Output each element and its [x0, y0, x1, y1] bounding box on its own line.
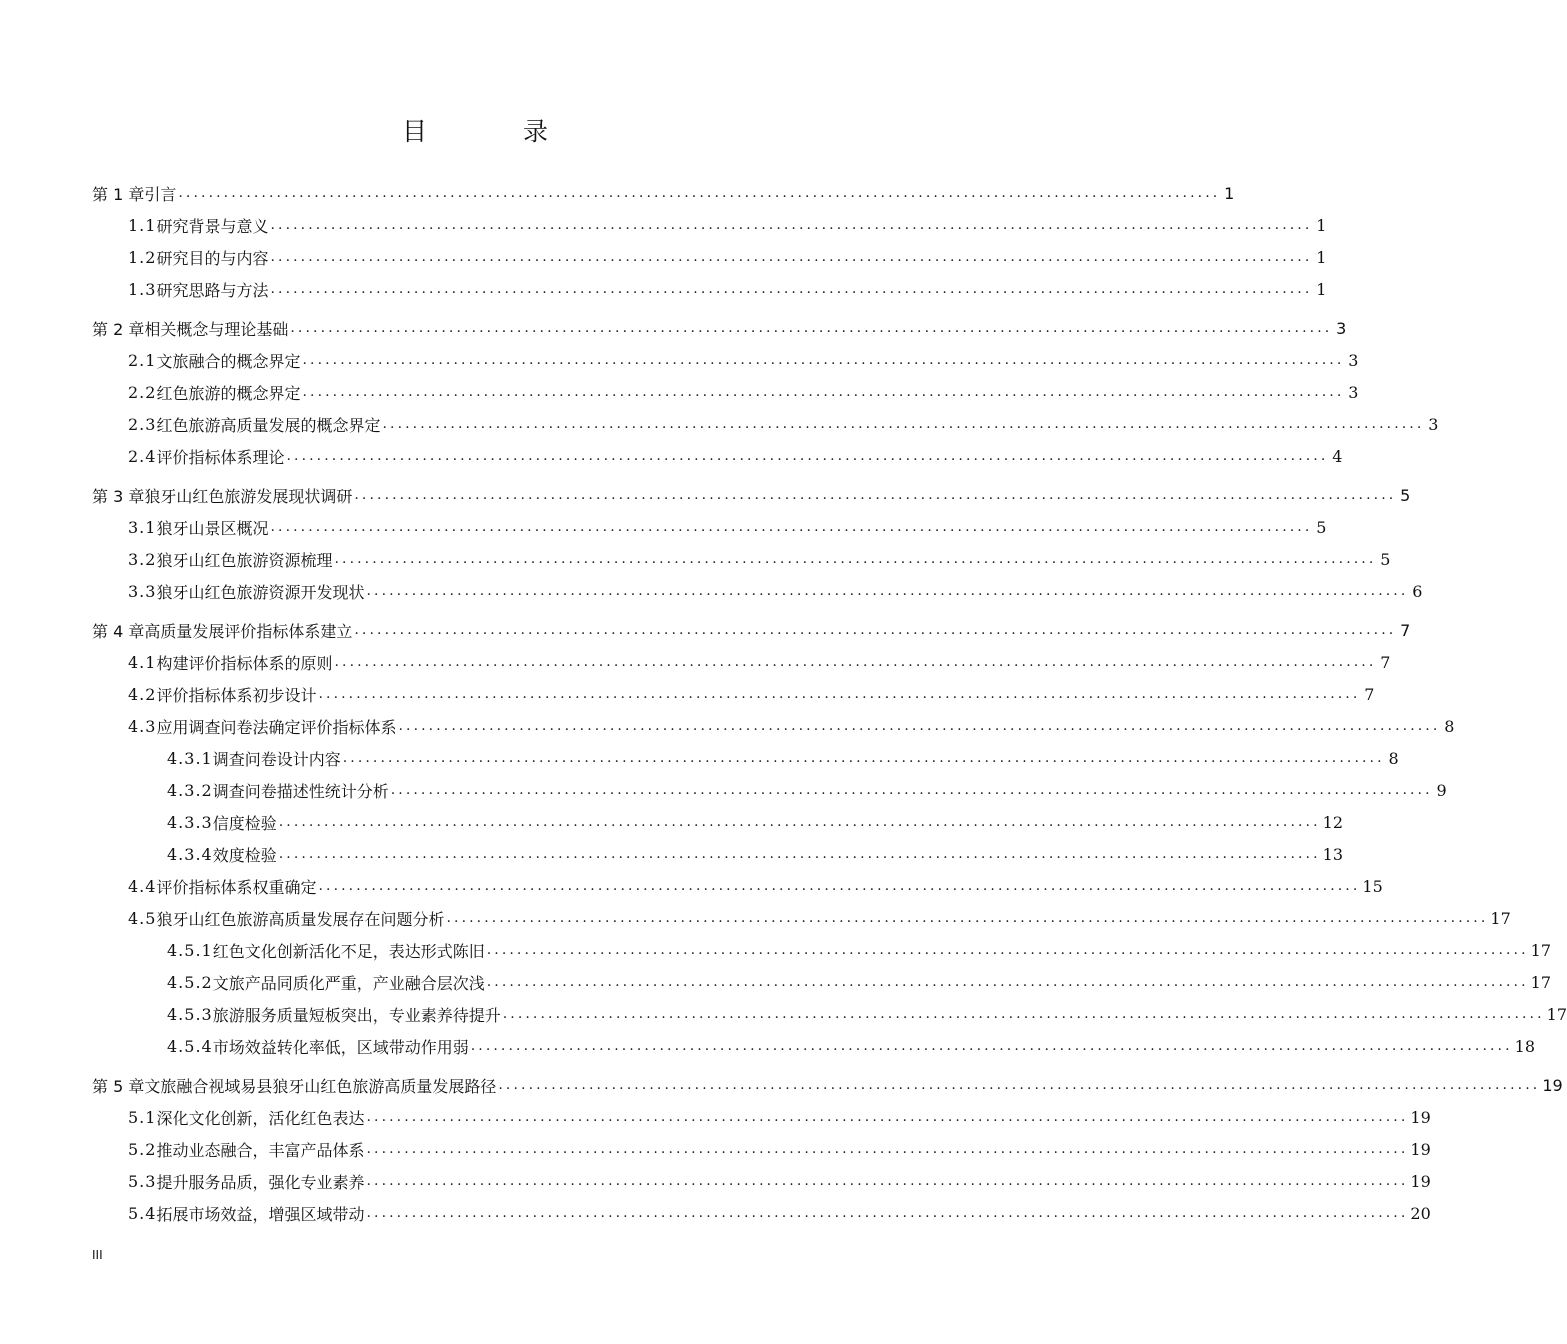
toc-dot-leader: .......................................................................................................................................... [366, 1141, 1409, 1157]
toc-entry-number: 2.3 [128, 414, 157, 434]
toc-subsection-entry[interactable] [92, 774, 1447, 806]
toc-entry-number: 5.4 [128, 1203, 157, 1223]
toc-entry-title: 狼牙山红色旅游资源梳理 [156, 550, 333, 570]
toc-entry-page: 19 [1410, 1171, 1431, 1191]
toc-entry-number: 4.3.1 [167, 748, 213, 768]
toc-section-entry[interactable] [92, 575, 1423, 607]
toc-entry-number: 4.5.4 [167, 1036, 213, 1056]
page-number-footer: III [92, 1248, 103, 1262]
toc-entry-title: 文旅融合视域易县狼牙山红色旅游高质量发展路径 [144, 1076, 497, 1096]
toc-entry-title: 研究思路与方法 [156, 280, 269, 300]
toc-section-entry[interactable] [92, 1101, 1431, 1133]
toc-chapter-entry[interactable] [92, 1069, 1563, 1101]
toc-entry-number: 2.4 [128, 446, 157, 466]
toc-entry-title: 评价指标体系理论 [156, 447, 285, 467]
toc-dot-leader: .......................................................................................................................................... [354, 622, 1397, 638]
toc-entry-number: 3.1 [128, 517, 157, 537]
toc-entry-page: 7 [1380, 652, 1391, 672]
toc-entry-page: 12 [1322, 812, 1344, 832]
toc-entry-title: 红色旅游的概念界定 [156, 383, 301, 403]
toc-dot-leader: .......................................................................................................................................... [366, 1173, 1409, 1189]
toc-entry-number: 第 1 章 [92, 184, 145, 204]
toc-entry-page: 19 [1410, 1107, 1431, 1127]
toc-entry-number: 4.5.2 [167, 972, 213, 992]
toc-entry-page: 1 [1224, 183, 1235, 203]
toc-section-entry[interactable] [92, 1165, 1431, 1197]
toc-entry-title: 拓展市场效益，增强区域带动 [156, 1204, 365, 1224]
toc-entry-title: 调查问卷设计内容 [212, 749, 341, 769]
toc-dot-leader: .......................................................................................................................................... [390, 782, 1433, 798]
toc-entry-page: 5 [1380, 549, 1391, 569]
toc-chapter-entry[interactable] [92, 177, 1235, 209]
toc-entry-page: 8 [1388, 748, 1399, 768]
toc-entry-page: 17 [1530, 972, 1552, 992]
toc-entry-number: 第 3 章 [92, 486, 145, 506]
toc-entry-page: 8 [1444, 716, 1455, 736]
toc-dot-leader: .......................................................................................................................................... [270, 281, 1313, 297]
toc-entry-number: 4.2 [128, 684, 157, 704]
toc-entry-number: 5.3 [128, 1171, 157, 1191]
toc-dot-leader: .......................................................................................................................................... [366, 1205, 1409, 1221]
toc-section-entry[interactable] [92, 209, 1327, 241]
toc-subsection-entry[interactable] [92, 1030, 1536, 1062]
toc-subsection-entry[interactable] [92, 838, 1344, 870]
toc-entry-page: 3 [1336, 318, 1347, 338]
toc-entry-title: 效度检验 [212, 845, 277, 865]
toc-entry-page: 7 [1364, 684, 1375, 704]
toc-dot-leader: .......................................................................................................................................... [178, 185, 1221, 201]
toc-entry-page: 4 [1332, 446, 1343, 466]
toc-entry-page: 7 [1400, 620, 1411, 640]
toc-entry-title: 深化文化创新，活化红色表达 [156, 1108, 365, 1128]
toc-dot-leader: .......................................................................................................................................... [334, 654, 1377, 670]
toc-entry-title: 狼牙山红色旅游资源开发现状 [156, 582, 365, 602]
toc-entry-number: 3.3 [128, 581, 157, 601]
toc-entry-number: 第 5 章 [92, 1076, 145, 1096]
toc-dot-leader: .......................................................................................................................................... [498, 1077, 1541, 1093]
toc-section-entry[interactable] [92, 1133, 1431, 1165]
toc-dot-leader: .......................................................................................................................................... [486, 974, 1529, 990]
toc-entry-title: 高质量发展评价指标体系建立 [144, 621, 353, 641]
toc-entry-page: 9 [1436, 780, 1447, 800]
toc-entry-page: 1 [1316, 279, 1327, 299]
toc-entry-title: 狼牙山红色旅游高质量发展存在问题分析 [156, 909, 445, 929]
toc-entry-title: 相关概念与理论基础 [144, 319, 289, 339]
toc-entry-page: 17 [1530, 940, 1552, 960]
toc-dot-leader: .......................................................................................................................................... [302, 384, 1345, 400]
toc-entry-number: 3.2 [128, 549, 157, 569]
toc-section-entry[interactable] [92, 1197, 1431, 1229]
toc-chapter-entry[interactable] [92, 479, 1411, 511]
toc-dot-leader: .......................................................................................................................................... [290, 320, 1333, 336]
toc-entry-title: 红色文化创新活化不足，表达形式陈旧 [212, 941, 485, 961]
toc-entry-page: 3 [1428, 414, 1439, 434]
toc-entry-number: 1.3 [128, 279, 157, 299]
toc-dot-leader: .......................................................................................................................................... [398, 718, 1441, 734]
toc-entry-title: 狼牙山景区概况 [156, 518, 269, 538]
toc-section-entry[interactable] [92, 902, 1511, 934]
toc-entry-title: 调查问卷描述性统计分析 [212, 781, 389, 801]
toc-dot-leader: .......................................................................................................................................... [302, 352, 1345, 368]
toc-subsection-entry[interactable] [92, 966, 1552, 998]
toc-section-entry[interactable] [92, 543, 1391, 575]
toc-entry-title: 文旅融合的概念界定 [156, 351, 301, 371]
toc-entry-number: 1.2 [128, 247, 157, 267]
toc-entry-number: 5.2 [128, 1139, 157, 1159]
toc-dot-leader: .......................................................................................................................................... [342, 750, 1385, 766]
toc-entry-title: 红色旅游高质量发展的概念界定 [156, 415, 381, 435]
toc-dot-leader: .......................................................................................................................................... [366, 1109, 1409, 1125]
toc-entry-number: 2.1 [128, 350, 157, 370]
toc-dot-leader: .......................................................................................................................................... [354, 487, 1397, 503]
toc-entry-number: 4.5.3 [167, 1004, 213, 1024]
toc-entry-page: 17 [1490, 908, 1511, 928]
toc-entry-number: 4.3.2 [167, 780, 213, 800]
toc-entry-title: 推动业态融合，丰富产品体系 [156, 1140, 365, 1160]
toc-entry-title: 提升服务品质，强化专业素养 [156, 1172, 365, 1192]
toc-section-entry[interactable] [92, 376, 1359, 408]
toc-entry-number: 4.4 [128, 876, 157, 896]
toc-entry-title: 构建评价指标体系的原则 [156, 653, 333, 673]
toc-section-entry[interactable] [92, 511, 1327, 543]
toc-dot-leader: .......................................................................................................................................... [318, 686, 1361, 702]
toc-entry-number: 2.2 [128, 382, 157, 402]
toc-entry-number: 第 2 章 [92, 319, 145, 339]
toc-dot-leader: .......................................................................................................................................... [318, 878, 1361, 894]
toc-entry-page: 5 [1316, 517, 1327, 537]
toc-dot-leader: .......................................................................................................................................... [278, 846, 1321, 862]
toc-section-entry[interactable] [92, 344, 1359, 376]
toc-entry-title: 评价指标体系初步设计 [156, 685, 317, 705]
toc-dot-leader: .......................................................................................................................................... [446, 910, 1489, 926]
toc-dot-leader: .......................................................................................................................................... [286, 448, 1329, 464]
toc-entry-title: 旅游服务质量短板突出，专业素养待提升 [212, 1005, 501, 1025]
toc-dot-leader: .......................................................................................................................................... [270, 249, 1313, 265]
toc-entry-page: 3 [1348, 382, 1359, 402]
toc-subsection-entry[interactable] [92, 998, 1567, 1030]
toc-section-entry[interactable] [92, 440, 1343, 472]
toc-entry-page: 3 [1348, 350, 1359, 370]
page-title: 目 录 [402, 117, 592, 146]
toc-section-entry[interactable] [92, 870, 1383, 902]
table-of-contents [92, 177, 1567, 1229]
toc-entry-title: 研究目的与内容 [156, 248, 269, 268]
toc-entry-page: 19 [1410, 1139, 1431, 1159]
toc-entry-page: 13 [1322, 844, 1344, 864]
toc-entry-page: 1 [1316, 247, 1327, 267]
toc-entry-page: 1 [1316, 215, 1327, 235]
toc-entry-number: 5.1 [128, 1107, 157, 1127]
toc-entry-number: 4.5.1 [167, 940, 213, 960]
toc-dot-leader: .......................................................................................................................................... [334, 551, 1377, 567]
toc-chapter-entry[interactable] [92, 614, 1411, 646]
toc-entry-number: 1.1 [128, 215, 157, 235]
toc-subsection-entry[interactable] [92, 742, 1399, 774]
toc-subsection-entry[interactable] [92, 806, 1344, 838]
toc-dot-leader: .......................................................................................................................................... [486, 942, 1529, 958]
toc-entry-title: 评价指标体系权重确定 [156, 877, 317, 897]
toc-entry-title: 信度检验 [212, 813, 277, 833]
toc-entry-number: 4.1 [128, 652, 157, 672]
toc-section-entry[interactable] [92, 678, 1375, 710]
toc-subsection-entry[interactable] [92, 934, 1552, 966]
toc-section-entry[interactable] [92, 710, 1455, 742]
toc-entry-number: 4.3.3 [167, 812, 213, 832]
toc-section-entry[interactable] [92, 241, 1327, 273]
toc-entry-title: 市场效益转化率低，区域带动作用弱 [212, 1037, 469, 1057]
toc-section-entry[interactable] [92, 646, 1391, 678]
toc-entry-number: 4.5 [128, 908, 157, 928]
toc-entry-page: 5 [1400, 485, 1411, 505]
toc-entry-page: 15 [1362, 876, 1383, 896]
toc-dot-leader: .......................................................................................................................................... [278, 814, 1321, 830]
toc-chapter-entry[interactable] [92, 312, 1347, 344]
toc-entry-title: 应用调查问卷法确定评价指标体系 [156, 717, 397, 737]
toc-entry-title: 文旅产品同质化严重，产业融合层次浅 [212, 973, 485, 993]
toc-dot-leader: .......................................................................................................................................... [270, 519, 1313, 535]
toc-entry-page: 20 [1410, 1203, 1431, 1223]
toc-dot-leader: .......................................................................................................................................... [502, 1006, 1545, 1022]
toc-section-entry[interactable] [92, 273, 1327, 305]
toc-entry-number: 第 4 章 [92, 621, 145, 641]
toc-entry-title: 狼牙山红色旅游发展现状调研 [144, 486, 353, 506]
toc-entry-page: 19 [1542, 1075, 1563, 1095]
toc-dot-leader: .......................................................................................................................................... [470, 1038, 1513, 1054]
toc-entry-page: 17 [1546, 1004, 1567, 1024]
toc-section-entry[interactable] [92, 408, 1439, 440]
toc-dot-leader: .......................................................................................................................................... [366, 583, 1409, 599]
toc-dot-leader: .......................................................................................................................................... [382, 416, 1425, 432]
toc-entry-title: 研究背景与意义 [156, 216, 269, 236]
toc-entry-title: 引言 [144, 184, 177, 204]
toc-dot-leader: .......................................................................................................................................... [270, 217, 1313, 233]
toc-entry-number: 4.3.4 [167, 844, 213, 864]
toc-entry-number: 4.3 [128, 716, 157, 736]
toc-entry-page: 18 [1514, 1036, 1536, 1056]
toc-entry-page: 6 [1412, 581, 1423, 601]
